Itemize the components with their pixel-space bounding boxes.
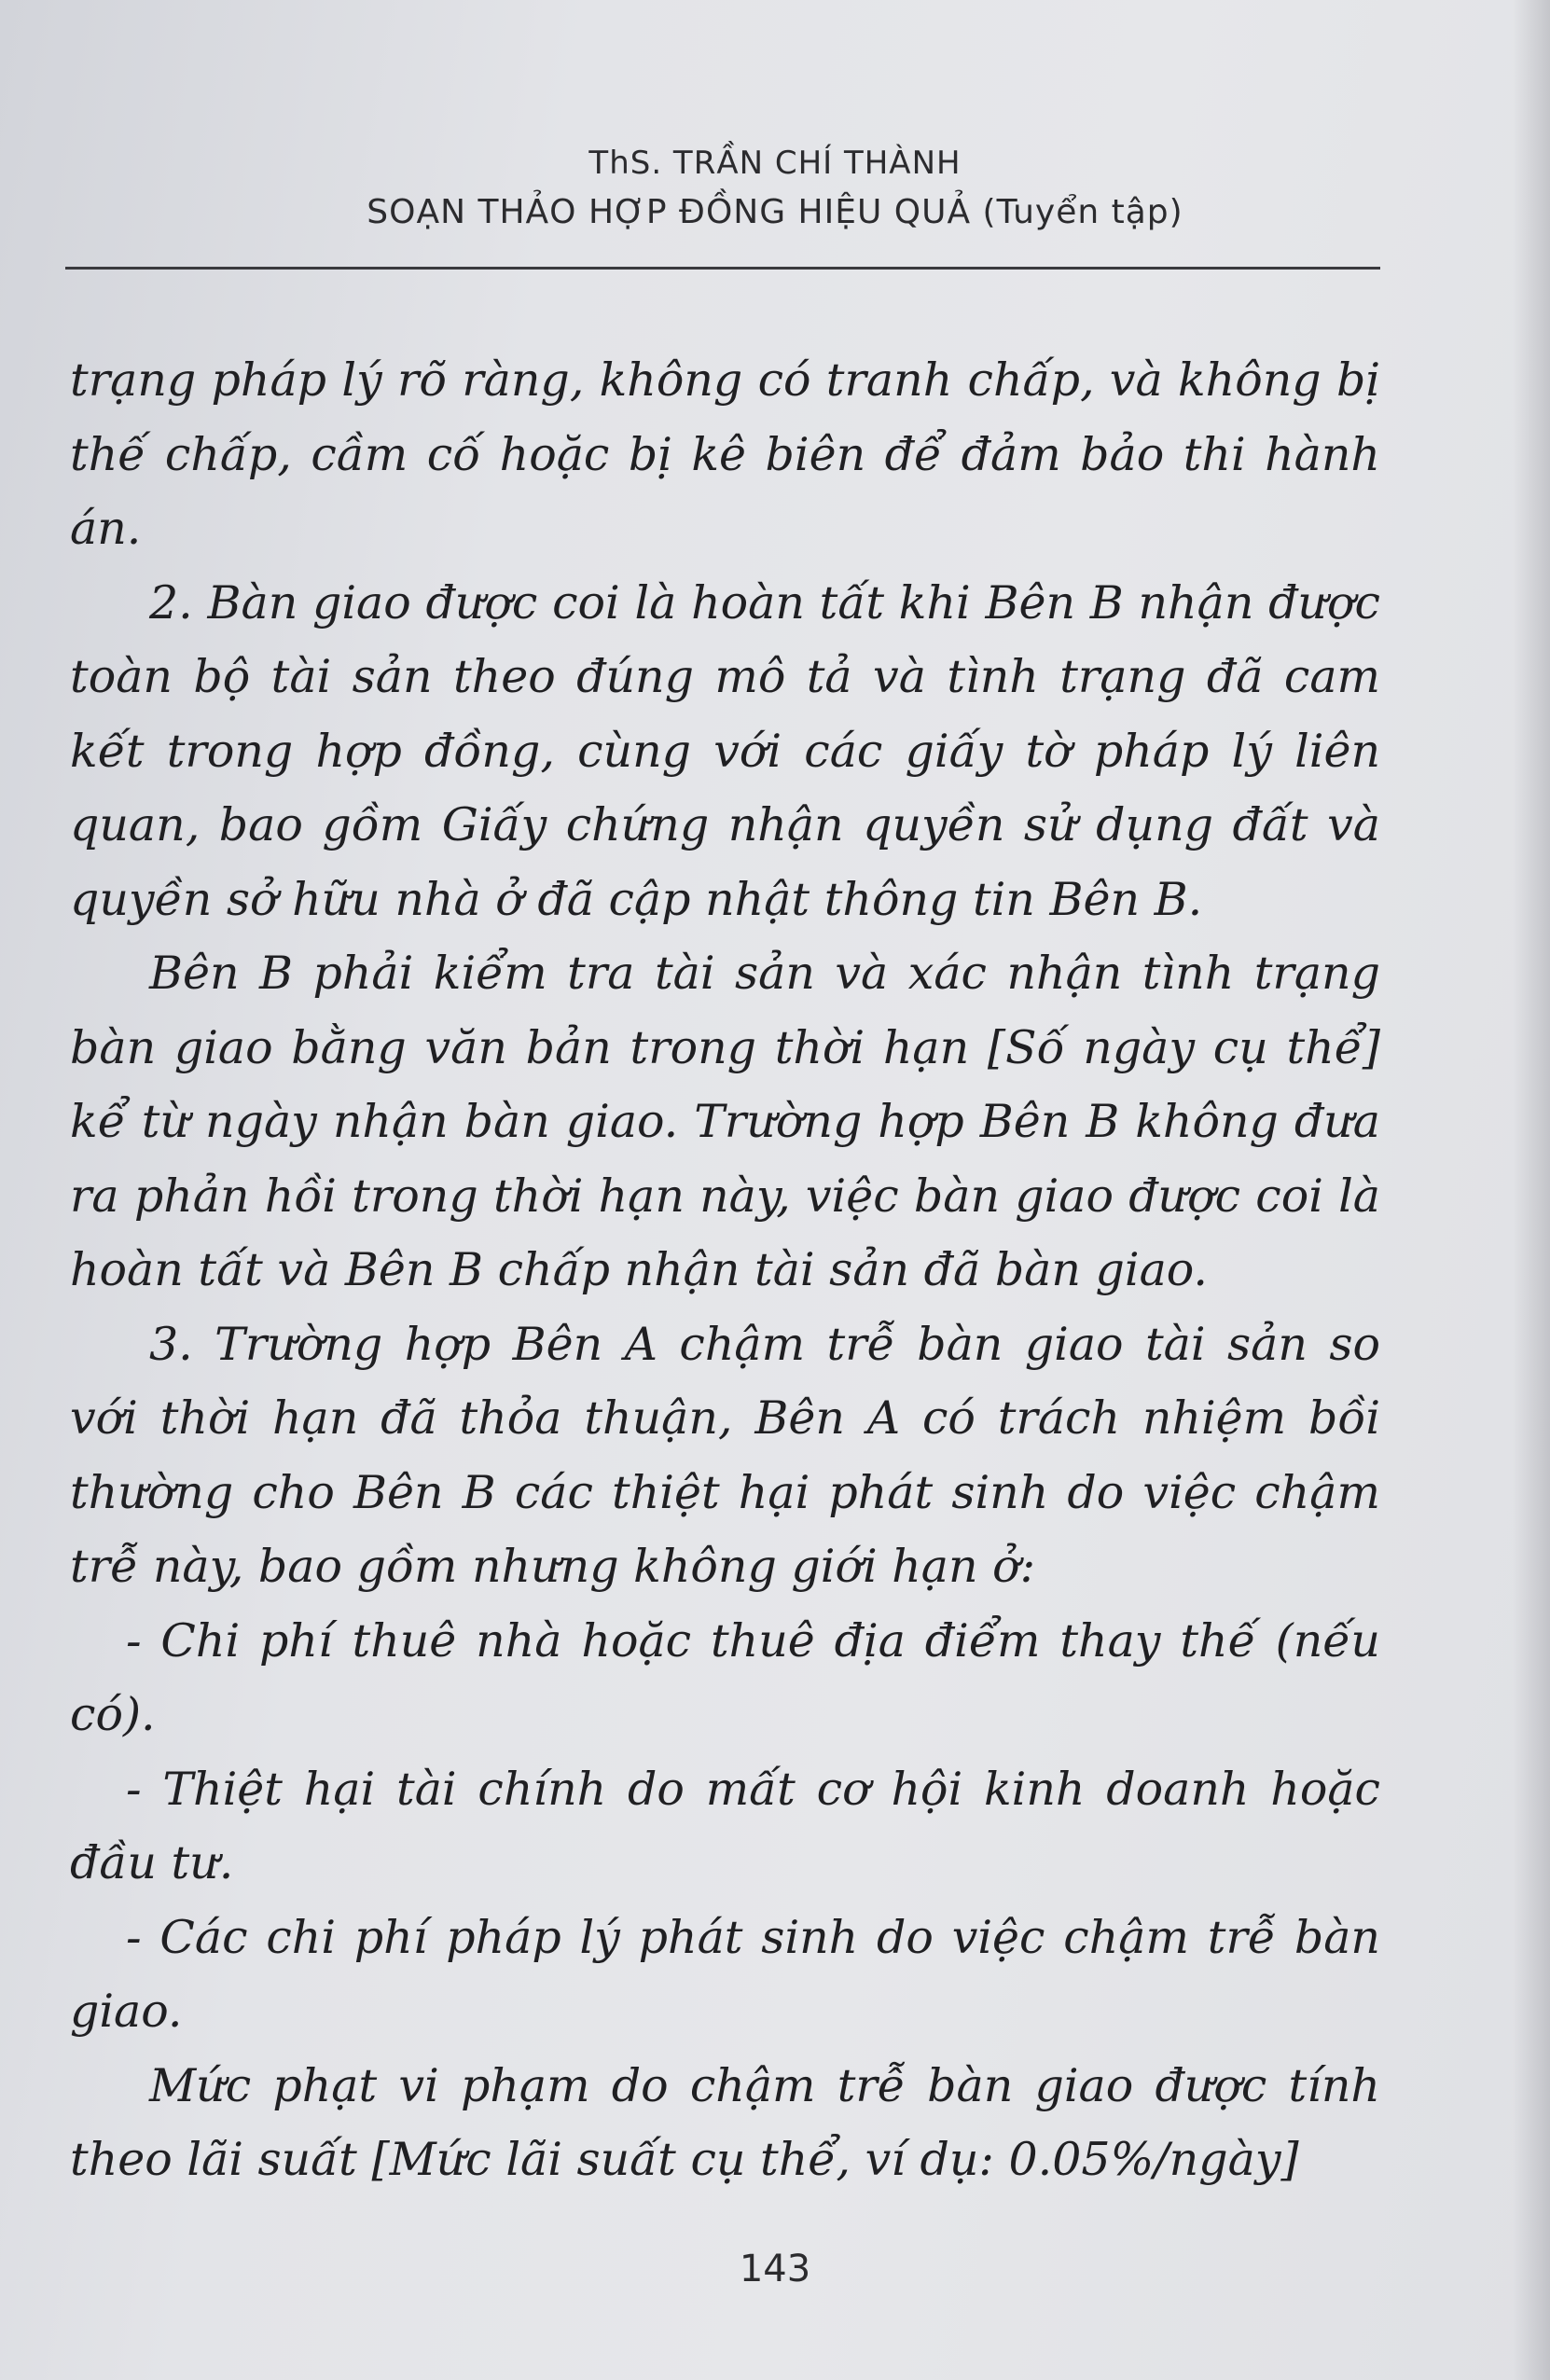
paragraph-clause-2: 2. Bàn giao được coi là hoàn tất khi Bên B nhận được toàn bộ tài sản theo đúng mô tả và tình trạng đã cam kết trong hợp đồng, cùng với các giấy tờ pháp lý liên quan, bao gồm Giấy chứng nhận quyền sử dụng đất và quyền sở hữu nhà ở đã cập nhật thông tin Bên B. bbox=[70, 575, 1380, 926]
paragraph-penalty: Mức phạt vi phạm do chậm trễ bàn giao được tính theo lãi suất [Mức lãi suất cụ thể, ví dụ: 0.05%/ngày] bbox=[70, 2058, 1380, 2186]
header-author: ThS. TRẦN CHÍ THÀNH bbox=[588, 145, 962, 182]
list-item-financial-loss: - Thiệt hại tài chính do mất cơ hội kinh doanh hoặc đầu tư. bbox=[70, 1762, 1380, 1889]
page-number: 143 bbox=[739, 2248, 811, 2290]
page-body bbox=[70, 343, 1380, 2197]
paragraph-inspection: Bên B phải kiểm tra tài sản và xác nhận tình trạng bàn giao bằng văn bản trong thời hạn [Số ngày cụ thể] kể từ ngày nhận bàn giao. Trường hợp Bên B không đưa ra phản hồi trong thời hạn này, việc bàn giao được coi là hoàn tất và Bên B chấp nhận tài sản đã bàn giao. bbox=[70, 947, 1380, 1296]
list-item-rental-cost: - Chi phí thuê nhà hoặc thuê địa điểm thay thế (nếu có). bbox=[70, 1613, 1380, 1741]
header-book-title: SOẠN THẢO HỢP ĐỒNG HIỆU QUẢ (Tuyển tập) bbox=[367, 193, 1183, 231]
list-item-legal-cost: - Các chi phí pháp lý phát sinh do việc chậm trễ bàn giao. bbox=[70, 1910, 1380, 2038]
paragraph-continuation: trạng pháp lý rõ ràng, không có tranh chấp, và không bị thế chấp, cầm cố hoặc bị kê biên để đảm bảo thi hành án. bbox=[70, 353, 1380, 555]
running-header bbox=[0, 140, 1550, 239]
header-divider bbox=[65, 267, 1380, 270]
page-edge-shadow bbox=[1513, 0, 1550, 2380]
paragraph-clause-3: 3. Trường hợp Bên A chậm trễ bàn giao tài sản so với thời hạn đã thỏa thuận, Bên A có trách nhiệm bồi thường cho Bên B các thiệt hại phát sinh do việc chậm trễ này, bao gồm nhưng không giới hạn ở: bbox=[70, 1317, 1380, 1593]
